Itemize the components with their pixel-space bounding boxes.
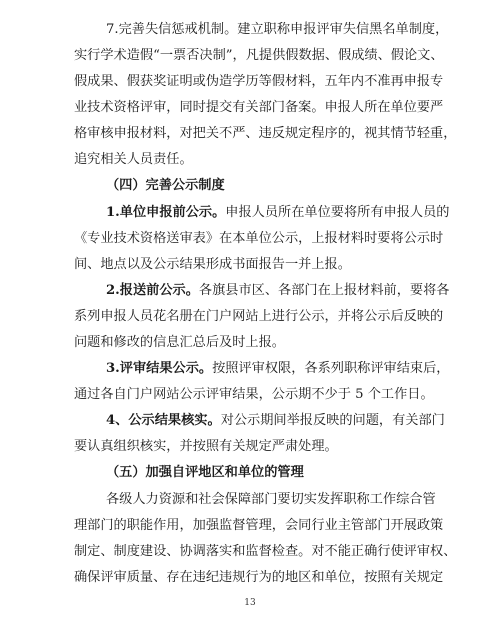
section-heading-4: （四）完善公示制度 (106, 178, 225, 193)
paragraph-line: 制定、制度建设、协调落实和监督检查。对不能正确行使评审权、 (74, 544, 457, 559)
item-1-text: 申报人员所在单位要将所有申报人员的 (225, 205, 450, 220)
item-4-text: 对公示期间举报反映的问题，有关部门 (220, 413, 445, 428)
paragraph-line: 《专业技术资格送审表》在本单位公示，上报材料时要将公示时 (74, 231, 444, 246)
item-2-text: 各旗县市区、各部门在上报材料前，要将各 (198, 283, 450, 298)
paragraph-line: 业技术资格评审，同时提交有关部门备案。申报人所在单位要严 (74, 100, 444, 115)
paragraph-line: 问题和修改的信息汇总后及时上报。 (74, 335, 285, 350)
item-1-label: 1.单位申报前公示。 (106, 205, 226, 220)
item-4-label: 4、公示结果核实。 (106, 413, 221, 428)
paragraph-line: 7.完善失信惩戒机制。建立职称申报评审失信黑名单制度， (106, 22, 449, 37)
item-3-text: 按照评审权限，各系列职称评审结束后， (212, 361, 450, 376)
item-2-label: 2.报送前公示。 (106, 283, 199, 298)
item-1-line (106, 203, 500, 223)
paragraph-line: 要认真组织核实，并按照有关规定严肃处理。 (74, 439, 338, 454)
item-3-line (106, 359, 500, 379)
paragraph-line: 格审核申报材料，对把关不严、违反规定程序的，视其情节轻重， (74, 126, 457, 141)
paragraph-line: 通过各自门户网站公示评审结果，公示期不少于 5 个工作日。 (74, 387, 434, 402)
paragraph-line: 确保评审质量、存在违纪违规行为的地区和单位，按照有关规定 (74, 570, 444, 585)
paragraph-line: 追究相关人员责任。 (74, 152, 193, 167)
item-2-line (106, 281, 500, 301)
page-number: 13 (244, 598, 256, 608)
section-heading-5: （五）加强自评地区和单位的管理 (106, 465, 304, 480)
item-4-line (106, 411, 500, 431)
item-3-label: 3.评审结果公示。 (106, 361, 213, 376)
paragraph-line: 实行学术造假“一票否决制”，凡提供假数据、假成绩、假论文、 (74, 48, 444, 63)
paragraph-line: 各级人力资源和社会保障部门要切实发挥职称工作综合管 (106, 492, 436, 507)
paragraph-line: 间、地点以及公示结果形成书面报告一并上报。 (74, 257, 351, 272)
paragraph-line: 系列申报人员花名册在门户网站上进行公示，并将公示后反映的 (74, 309, 444, 324)
paragraph-line: 假成果、假获奖证明或伪造学历等假材料，五年内不准再申报专 (74, 74, 444, 89)
paragraph-line: 理部门的职能作用，加强监督管理，会同行业主管部门开展政策 (74, 518, 444, 533)
